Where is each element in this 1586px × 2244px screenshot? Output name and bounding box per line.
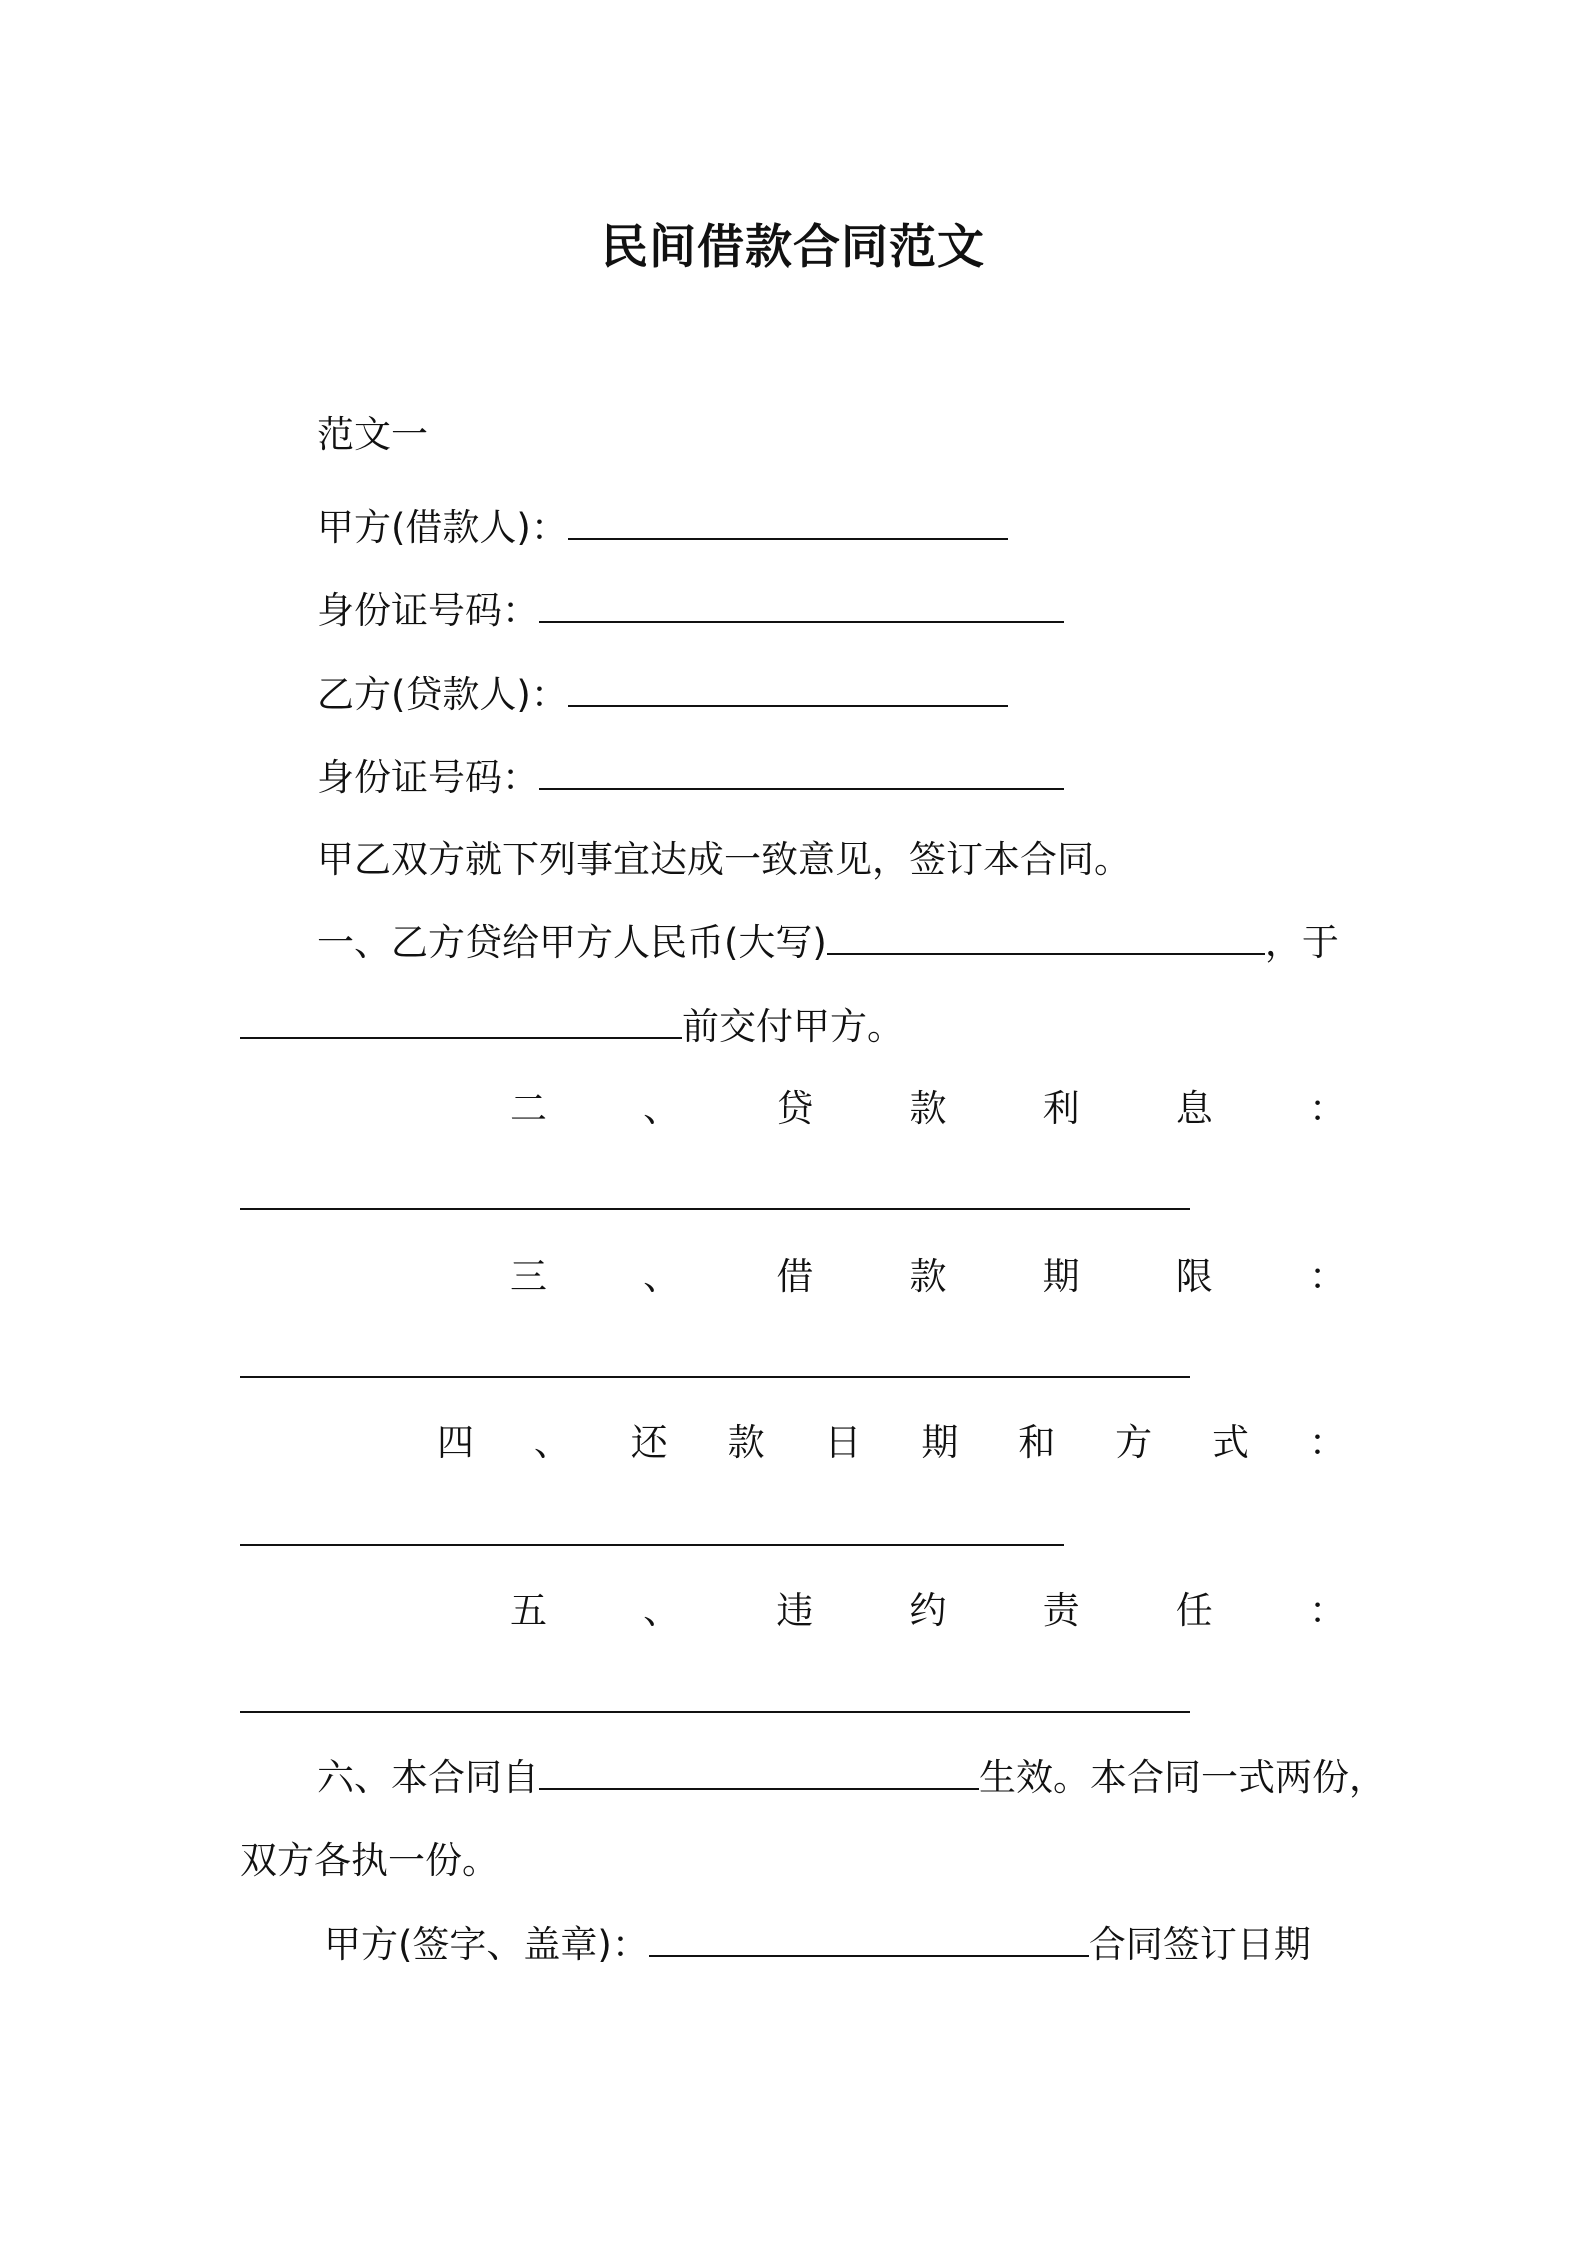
effective-date-blank bbox=[539, 1758, 979, 1790]
clause-3-heading bbox=[510, 1252, 1346, 1302]
clause-4-char: 日 bbox=[824, 1421, 862, 1464]
clause-5-char: ： bbox=[1308, 1589, 1346, 1632]
clause-2-char: 款 bbox=[909, 1087, 947, 1130]
clause-1-continued-row bbox=[240, 1002, 1354, 1052]
clause-2-char: ： bbox=[1308, 1087, 1346, 1130]
agreement-intro: 甲乙双方就下列事宜达成一致意见，签订本合同。 bbox=[317, 838, 1131, 881]
party-b-blank bbox=[568, 675, 1008, 707]
clause-5-char: 、 bbox=[643, 1589, 681, 1632]
signature-label: 甲方(签字、盖章)： bbox=[324, 1923, 649, 1966]
signature-row bbox=[324, 1920, 1361, 1970]
clause-4-char: 四 bbox=[437, 1421, 474, 1464]
id-number-a-label: 身份证号码： bbox=[317, 589, 539, 632]
interest-blank bbox=[240, 1208, 1190, 1210]
clause-3-char: 、 bbox=[643, 1255, 681, 1298]
clause-1-text: 一、乙方贷给甲方人民币(大写) bbox=[317, 921, 827, 964]
clause-3-char: 借 bbox=[776, 1255, 814, 1298]
clause-4-char: 期 bbox=[921, 1421, 959, 1464]
id-number-a-row bbox=[317, 586, 1354, 636]
clause-2-char: 、 bbox=[643, 1087, 681, 1130]
contract-date-label: 合同签订日期 bbox=[1088, 1923, 1311, 1966]
section-heading: 范文一 bbox=[317, 413, 428, 456]
clause-2-heading bbox=[510, 1084, 1346, 1134]
clause-4-char: 式 bbox=[1212, 1421, 1249, 1464]
clause-6-effective: 生效。本合同一式两份， bbox=[979, 1756, 1386, 1799]
clause-3-char: 限 bbox=[1175, 1255, 1213, 1298]
party-b-row bbox=[317, 670, 1354, 720]
signature-blank bbox=[649, 1925, 1089, 1957]
party-a-label: 甲方(借款人)： bbox=[317, 506, 568, 549]
clause-5-char: 责 bbox=[1042, 1589, 1080, 1632]
party-a-blank bbox=[568, 508, 1008, 540]
party-b-label: 乙方(贷款人)： bbox=[317, 673, 568, 716]
clause-2-char: 息 bbox=[1175, 1087, 1213, 1130]
clause-1-comma: ，于 bbox=[1264, 921, 1339, 964]
clause-2-char: 利 bbox=[1042, 1087, 1080, 1130]
loan-amount-blank bbox=[827, 923, 1265, 955]
clause-2-char: 贷 bbox=[776, 1087, 814, 1130]
clause-5-char: 任 bbox=[1175, 1589, 1213, 1632]
id-number-b-label: 身份证号码： bbox=[317, 756, 539, 799]
clause-3-char: 三 bbox=[510, 1255, 547, 1298]
clause-5-char: 违 bbox=[776, 1589, 814, 1632]
clause-4-char: 、 bbox=[533, 1421, 571, 1464]
clause-4-char: 还 bbox=[630, 1421, 668, 1464]
breach-blank bbox=[240, 1711, 1190, 1713]
delivery-date-blank bbox=[240, 1007, 682, 1039]
party-a-row bbox=[317, 503, 1354, 553]
clause-5-heading bbox=[510, 1586, 1346, 1636]
clause-6-text: 六、本合同自 bbox=[317, 1756, 539, 1799]
clause-4-char: 款 bbox=[727, 1421, 765, 1464]
loan-term-blank bbox=[240, 1376, 1190, 1378]
clause-6-continued: 双方各执一份。 bbox=[240, 1839, 499, 1882]
id-number-b-row bbox=[317, 753, 1354, 803]
clause-1-row bbox=[317, 918, 1354, 968]
clause-3-char: 款 bbox=[909, 1255, 947, 1298]
document-title: 民间借款合同范文 bbox=[601, 220, 985, 275]
clause-4-char: ： bbox=[1308, 1421, 1346, 1464]
clause-5-char: 约 bbox=[909, 1589, 947, 1632]
clause-6-row bbox=[317, 1753, 1386, 1803]
clause-1-end: 前交付甲方。 bbox=[682, 1005, 904, 1048]
clause-3-char: 期 bbox=[1042, 1255, 1080, 1298]
clause-4-heading bbox=[437, 1418, 1346, 1468]
clause-2-char: 二 bbox=[510, 1087, 547, 1130]
id-number-a-blank bbox=[539, 591, 1064, 623]
id-number-b-blank bbox=[539, 758, 1064, 790]
clause-4-char: 和 bbox=[1018, 1421, 1056, 1464]
clause-4-char: 方 bbox=[1115, 1421, 1153, 1464]
clause-3-char: ： bbox=[1308, 1255, 1346, 1298]
clause-5-char: 五 bbox=[510, 1589, 547, 1632]
repayment-blank bbox=[240, 1544, 1064, 1546]
